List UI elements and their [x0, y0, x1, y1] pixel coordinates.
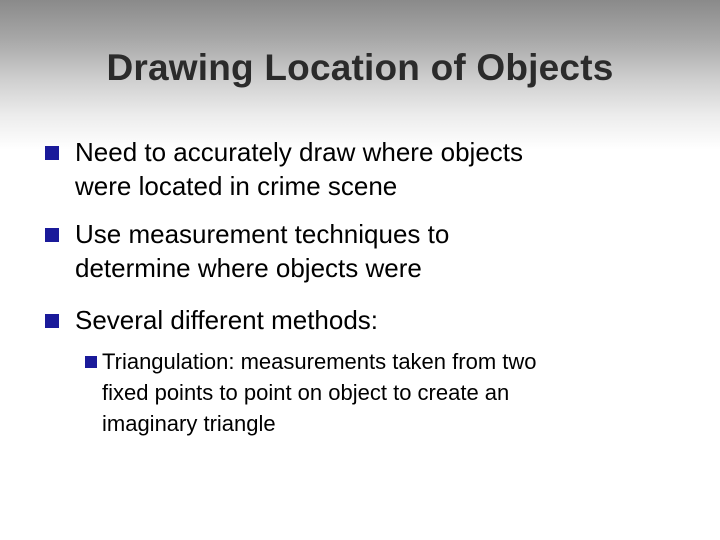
square-bullet-icon: [85, 356, 97, 368]
square-bullet-icon: [45, 314, 59, 328]
slide-title: Drawing Location of Objects: [106, 47, 614, 88]
square-bullet-icon: [45, 146, 59, 160]
bullet-text: Need to accurately draw where objects were located in crime scene: [75, 137, 524, 201]
square-bullet-icon: [45, 228, 59, 242]
sub-bullet-text: Triangulation: measurements taken from two fixed points to point on object to create an imaginary triangle: [102, 349, 537, 436]
bullet-text: Use measurement techniques to determine where objects were: [75, 219, 450, 283]
bullet-text: Several different methods:: [75, 305, 379, 335]
